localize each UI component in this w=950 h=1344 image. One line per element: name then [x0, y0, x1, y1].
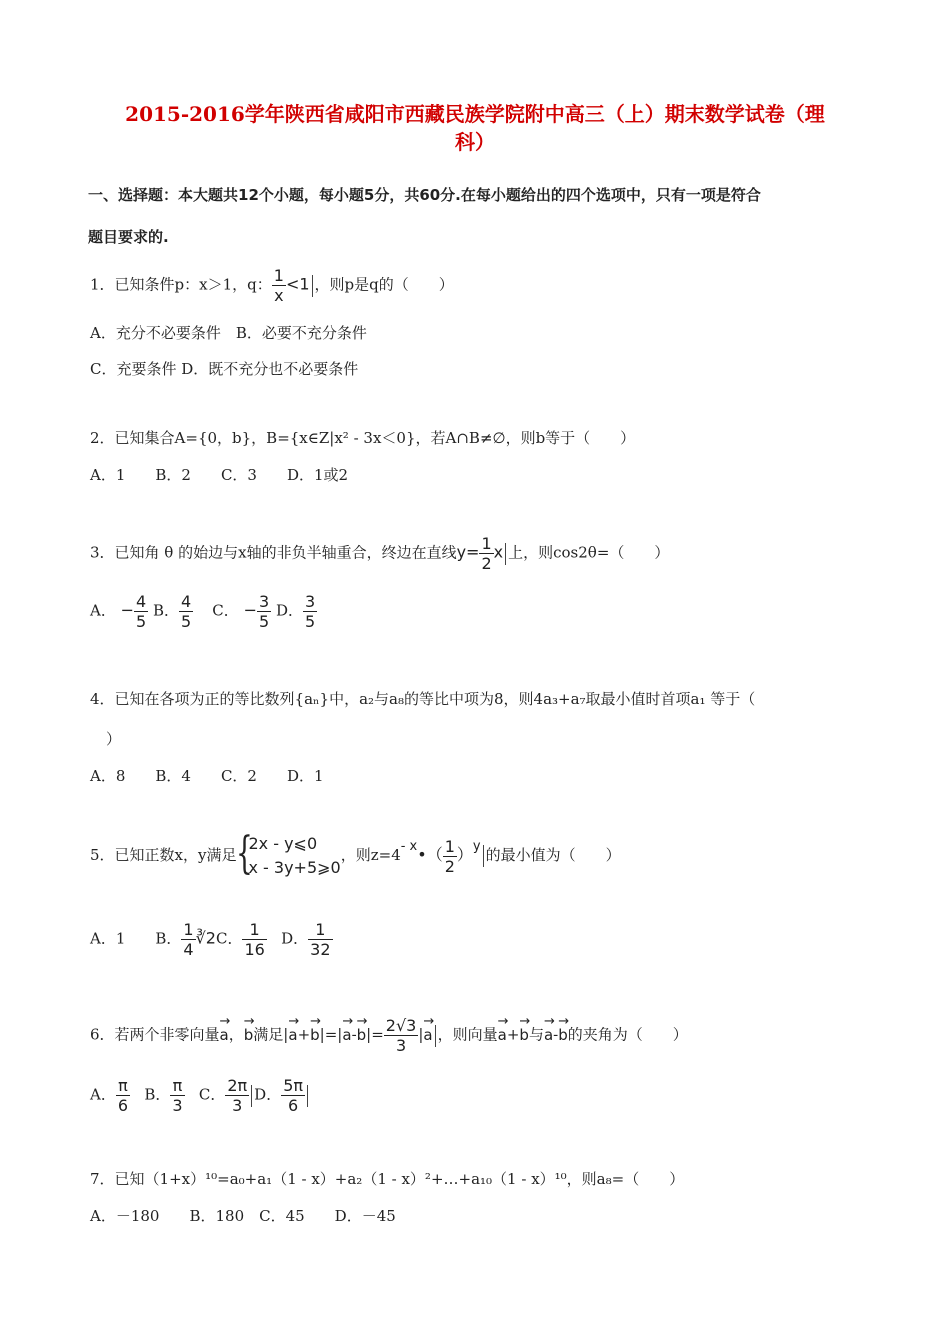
question-4-cont: ） [106, 730, 122, 748]
q5-bar [483, 845, 484, 867]
q6-tail: 的夹角为（ ） [567, 1025, 688, 1044]
q6-eq1: |=| [319, 1025, 343, 1044]
q3-optD-label: D． [275, 601, 303, 620]
q6-stem: 6．若两个非零向量 [90, 1025, 220, 1044]
q6-vec-b6: → b [558, 1013, 570, 1044]
q6-optC-den: 3 [232, 1096, 243, 1115]
q3-bar [505, 543, 506, 565]
q6-bar [435, 1025, 436, 1047]
q3-optB-label: B． [153, 601, 180, 620]
q5-frac-den: 2 [444, 856, 455, 876]
q1-frac-num: 1 [273, 266, 284, 285]
q5-z: ，则z=4 [340, 846, 401, 864]
q5-optD-num: 1 [308, 920, 332, 940]
q6-optC-frac [225, 1076, 249, 1115]
q1-bar [312, 275, 313, 297]
q5-fraction [443, 837, 457, 876]
q1-tail: ，则p是q的（ ） [314, 275, 454, 294]
q3-optD-frac [303, 592, 317, 631]
q6-optB-den: 3 [172, 1096, 183, 1115]
q5-optD-frac [308, 920, 332, 959]
q3-optA-den: 5 [136, 612, 147, 631]
q6-optD-frac [281, 1076, 305, 1115]
q5-options [90, 920, 333, 959]
q5-optB-den: 4 [183, 940, 194, 959]
q6-vec-a2-letter: a [288, 1025, 298, 1044]
q5-stem: 5．已知正数x，y满足 [90, 846, 237, 864]
q3-options [90, 592, 317, 631]
q6-vec-a6: → a [543, 1013, 555, 1044]
q5-optC-den: 16 [244, 940, 265, 959]
q6-plus2: + [506, 1025, 520, 1044]
q5-optA: A．1 B． [90, 929, 182, 948]
q6-cond: 满足| [253, 1025, 289, 1044]
q6-vec-b-letter: b [243, 1025, 254, 1044]
section-heading-line-1: 一、选择题：本大题共12个小题，每小题5分，共60分.在每小题给出的四个选项中，只有一项是符合 [88, 186, 761, 204]
q6-vec-b3-letter: b [356, 1025, 367, 1044]
title-line-2: 科） [455, 130, 495, 154]
q3-frac-den: 2 [481, 554, 492, 573]
q1-stem: 1．已知条件p：x＞1，q： [90, 275, 272, 294]
q6-minus: - [351, 1025, 357, 1044]
q5-brace: { [236, 828, 254, 879]
title-line-1: 2015-2016学年陕西省咸阳市西藏民族学院附中高三（上）期末数学试卷（理 [125, 102, 825, 126]
q6-optD-bar [307, 1085, 308, 1107]
q6-vec-a5: → a [497, 1013, 509, 1044]
q6-vec-a: → a [219, 1013, 231, 1044]
q5-optB-num: 1 [183, 920, 194, 939]
q6-with: 与 [528, 1025, 544, 1044]
question-2: 2．已知集合A={0，b}，B={x∈Z|x² - 3x＜0}，若A∩B≠∅，则b等于（ ） [90, 429, 636, 447]
q6-abs: | [418, 1025, 424, 1044]
q3-x: x [493, 542, 504, 562]
q6-vec-b3: → b [356, 1013, 368, 1044]
q5-close: ） [456, 845, 473, 864]
q1-fraction [272, 266, 286, 305]
q3-optC-frac [257, 592, 271, 631]
q3-optB-num: 4 [181, 592, 192, 611]
question-5 [90, 828, 621, 880]
q6-vec-a-letter: a [219, 1025, 229, 1044]
q3-optC-num: 3 [258, 592, 270, 611]
q6-vec-a4: → a [423, 1013, 435, 1044]
q6-optB-label: B． [144, 1085, 171, 1104]
q3-optA-label: A． [90, 601, 116, 620]
question-6 [90, 1013, 688, 1055]
q2-options: A．1 B．2 C．3 D．1或2 [90, 466, 349, 484]
q1-options-ab: A．充分不必要条件 B．必要不充分条件 [90, 324, 367, 342]
q6-vec-a4-letter: a [423, 1025, 433, 1044]
q3-optA-frac [134, 592, 148, 631]
q6-comma: ， [228, 1025, 244, 1044]
q6-minus2: - [553, 1025, 559, 1044]
q5-optD-label: D． [281, 929, 309, 948]
q5-optC-frac [242, 920, 266, 959]
q6-vec-b2-letter: b [310, 1025, 320, 1044]
q5-optC-label: C． [215, 929, 243, 948]
q6-plus: + [297, 1025, 311, 1044]
q6-optA-frac [116, 1076, 130, 1115]
q6-vec-a5-letter: a [497, 1025, 507, 1044]
q5-row-2: x - 3y+5⩾0 [248, 858, 341, 877]
q5-optC-num: 1 [242, 920, 266, 940]
q6-optA-label: A． [90, 1085, 116, 1104]
q5-optD-den: 32 [310, 940, 331, 959]
q6-optC-label: C． [198, 1085, 226, 1104]
document-title [70, 100, 880, 156]
q5-row-1: 2x - y⩽0 [248, 834, 318, 853]
question-1 [90, 266, 454, 305]
q3-optC-sign: − [243, 600, 257, 620]
q6-optB-num: π [170, 1076, 184, 1096]
q3-stem: 3．已知角 θ 的始边与x轴的非负半轴重合，终边在直线 [90, 543, 457, 562]
q7-options: A．－180 B．180 C．45 D．－45 [90, 1207, 396, 1225]
q3-tail: 上，则cos2θ=（ ） [508, 543, 670, 562]
q5-tail: 的最小值为（ ） [485, 846, 621, 864]
q3-y: y= [456, 542, 480, 562]
q5-dot: •（ [417, 845, 443, 864]
q3-optC-den: 5 [258, 612, 270, 631]
q1-frac-den: x [274, 286, 284, 305]
q6-vec-b5: → b [519, 1013, 531, 1044]
question-3 [90, 534, 669, 573]
q6-vec-b6-letter: b [558, 1025, 568, 1044]
q6-vec-b2: → b [310, 1013, 322, 1044]
q6-optA-den: 6 [117, 1096, 129, 1115]
q6-optB-frac [170, 1076, 184, 1115]
q6-optD-den: 6 [288, 1096, 299, 1115]
q3-optB-frac [179, 592, 193, 631]
q6-vec-a6-letter: a [543, 1025, 554, 1044]
q3-optD-num: 3 [304, 592, 316, 611]
q3-optA-sign: − [120, 600, 135, 620]
q3-optA-num: 4 [136, 592, 147, 611]
q5-exp1: - x [400, 839, 418, 854]
q6-optC-bar [251, 1085, 252, 1107]
q1-options-cd: C．充要条件 D．既不充分也不必要条件 [90, 360, 359, 378]
q6-optD-label: D． [254, 1085, 282, 1104]
q6-post: ，则向量 [437, 1025, 498, 1044]
section-heading-line-2: 题目要求的. [88, 228, 169, 246]
q6-options [90, 1076, 310, 1115]
q5-frac-num: 1 [444, 836, 455, 856]
q6-vec-b5-letter: b [519, 1025, 529, 1044]
q6-vec-a3-letter: a [342, 1025, 352, 1044]
q6-vec-a2: → a [288, 1013, 300, 1044]
q6-vec-b: → b [243, 1013, 255, 1044]
q6-vec-a3: → a [342, 1013, 354, 1044]
q5-optB-root: ∛2 [195, 928, 216, 948]
q1-relation: <1 [285, 274, 310, 294]
q5-optB-frac [181, 920, 195, 959]
question-4: 4．已知在各项为正的等比数列{aₙ}中，a₂与a₈的等比中项为8，则4a₃+a₇取最小值时首项a₁ 等于（ [90, 690, 756, 708]
q3-optB-den: 5 [181, 612, 192, 631]
q6-optC-num: 2π [227, 1076, 248, 1095]
q5-exp2: y [472, 839, 481, 854]
q3-fraction [479, 534, 493, 573]
q6-optD-num: 5π [283, 1076, 304, 1095]
q6-frac-den: 3 [395, 1036, 407, 1055]
question-7: 7．已知（1+x）¹⁰=a₀+a₁（1 - x）+a₂（1 - x）²+…+a₁₀（1 - x）¹⁰，则a₈=（ ） [90, 1170, 685, 1188]
q6-frac-num: 2√3 [385, 1016, 417, 1035]
q3-optD-den: 5 [304, 612, 316, 631]
q6-optA-num: π [116, 1076, 130, 1096]
q3-optC-label: C． [212, 601, 239, 620]
q3-frac-num: 1 [481, 534, 492, 553]
q4-options: A．8 B．4 C．2 D．1 [90, 767, 324, 785]
q6-eq2: |= [366, 1025, 384, 1044]
q6-fraction [384, 1016, 419, 1055]
q5-system [236, 828, 341, 880]
